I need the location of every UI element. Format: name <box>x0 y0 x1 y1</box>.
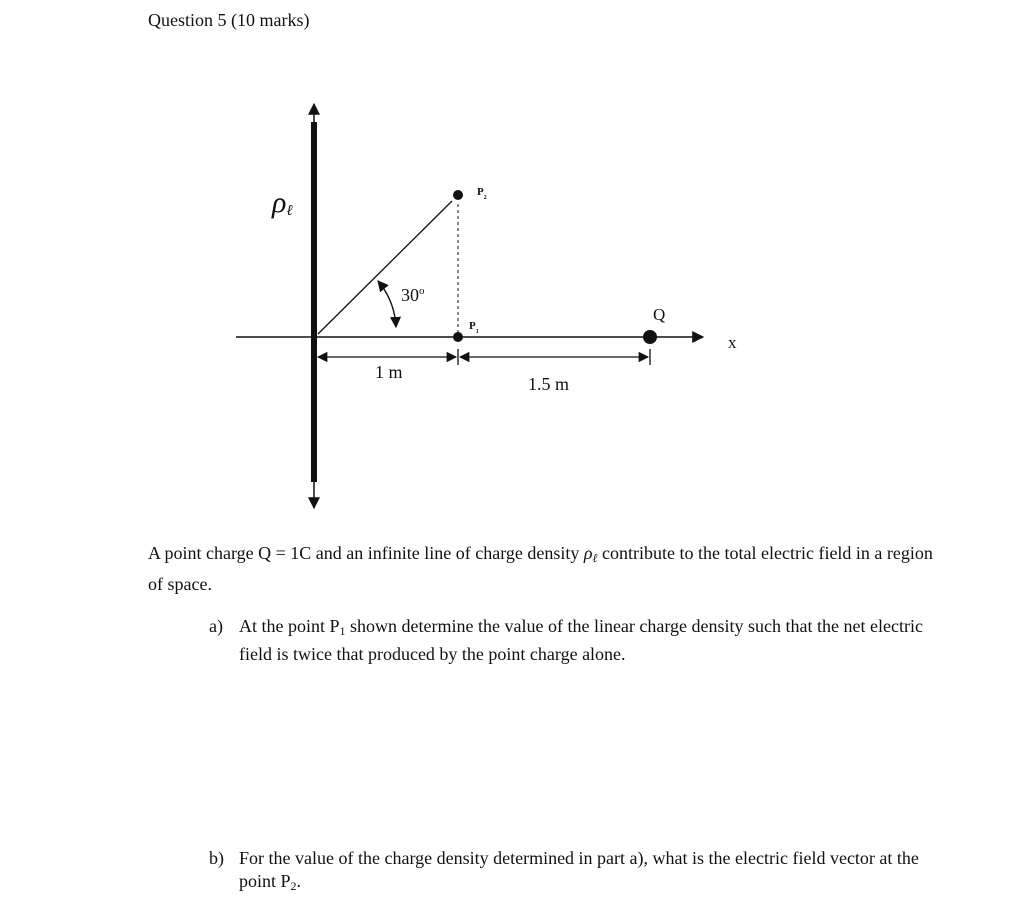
part-a-text: At the point $P_1$ shown determine the value of the linear charge density such that the net electric field is twice that produced by the point charge alone. <box>239 616 923 664</box>
dimension-label-1-5m: 1.5 m <box>528 374 570 394</box>
part-b <box>209 847 929 898</box>
point-p2 <box>453 190 463 200</box>
part-a-label: a) <box>209 616 223 636</box>
charge-density-symbol: $\rho_\ell$ <box>583 543 598 565</box>
dimension-label-1m: 1 m <box>375 362 403 382</box>
part-a <box>209 615 929 666</box>
part-b-text: For the value of the charge density determined in part a), what is the electric field vector at the point $P_2$. <box>239 848 919 893</box>
point-p1-label: $P_1$ <box>469 320 479 335</box>
question-heading: Question 5 (10 marks) <box>148 10 310 30</box>
point-charge-q-label: Q <box>653 305 666 324</box>
angle-label: 30$^o$ <box>401 285 425 305</box>
point-p1 <box>453 332 463 342</box>
angle-arc <box>378 281 396 327</box>
diagonal-line-to-p2 <box>318 201 452 334</box>
x-axis-label: x <box>728 333 737 352</box>
part-b-label: b) <box>209 848 224 868</box>
line-charge-density-label: ρℓ <box>272 186 293 219</box>
problem-statement: A point charge Q = 1C and an infinite line of charge density $\rho_\ell$ contribute to the total electric field in a region of space. <box>148 543 933 594</box>
point-charge-q <box>643 330 657 344</box>
point-p2-label: $P_2$ <box>477 186 487 201</box>
